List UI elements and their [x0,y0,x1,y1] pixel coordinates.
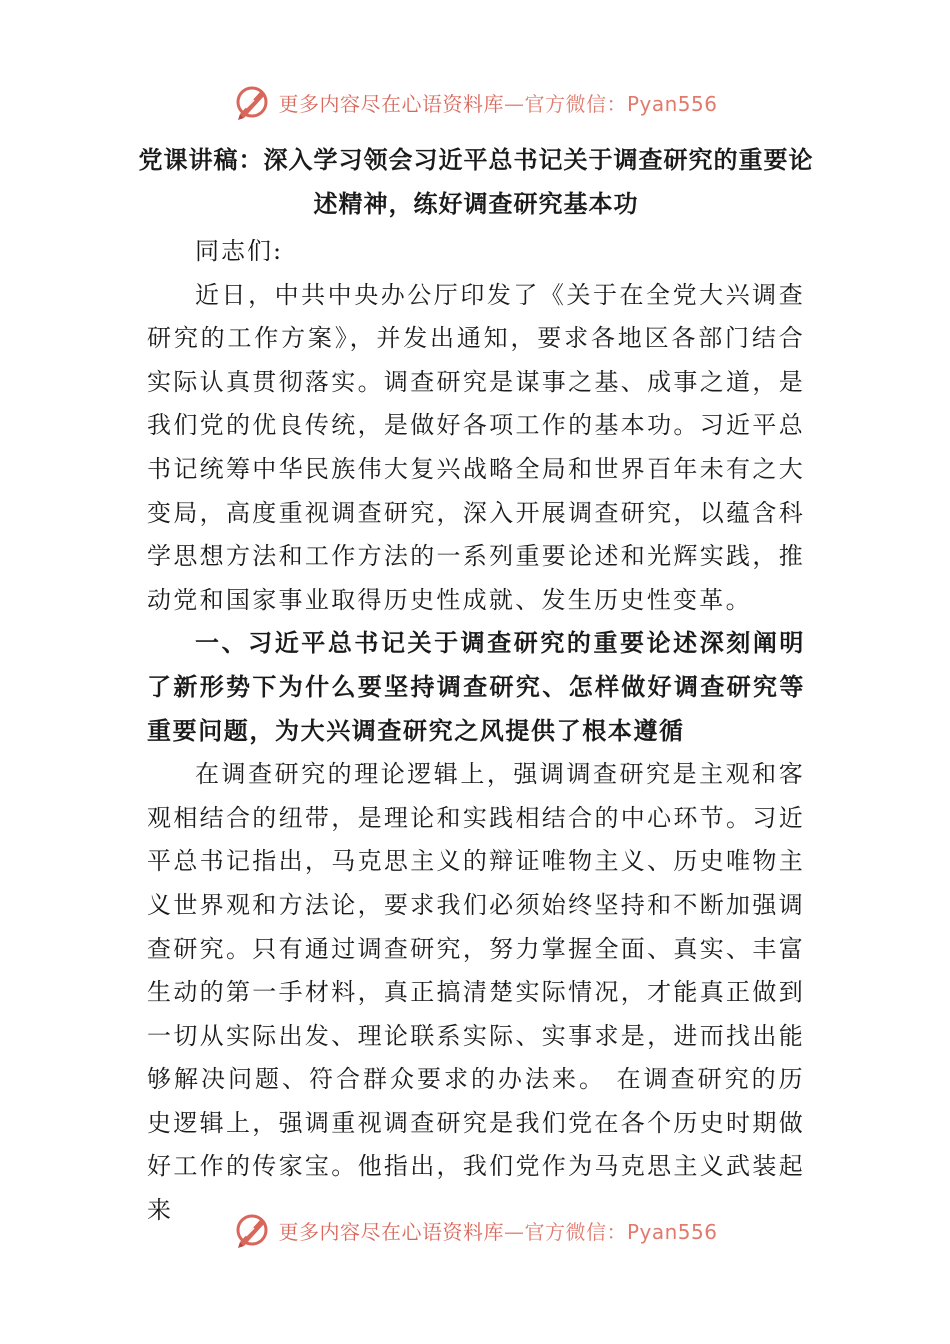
header-watermark-banner [0,80,950,124]
watermark-site-name: 更多内容尽在心语资料库 [278,1219,504,1244]
pen-logo-icon [232,1210,272,1250]
footer-watermark-banner [0,1208,950,1252]
section-heading-1: 一、习近平总书记关于调查研究的重要论述深刻阐明了新形势下为什么要坚持调查研究、怎样做好调查研究等重要问题，为大兴调查研究之风提供了根本遵循 [147,629,805,745]
watermark-text [278,1216,717,1245]
greeting: 同志们: [195,237,284,265]
watermark-contact: 官方微信：Pyan556 [524,1219,718,1244]
watermark-site-name: 更多内容尽在心语资料库 [278,91,504,116]
paragraph-intro: 近日，中共中央办公厅印发了《关于在全党大兴调查研究的工作方案》，并发出通知，要求各地区各部门结合实际认真贯彻落实。调查研究是谋事之基、成事之道，是我们党的优良传统，是做好各项工作的基本功。习近平总书记统筹中华民族伟大复兴战略全局和世界百年未有之大变局，高度重视调查研究，深入开展调查研究，以蕴含科学思想方法和工作方法的一系列重要论述和光辉实践，推动党和国家事业取得历史性成就、发生历史性变革。 [147,280,805,614]
watermark-contact: 官方微信：Pyan556 [524,91,718,116]
paragraph-section-1: 在调查研究的理论逻辑上，强调调查研究是主观和客观相结合的纽带，是理论和实践相结合的中心环节。习近平总书记指出，马克思主义的辩证唯物主义、历史唯物主义世界观和方法论，要求我们必须始终坚持和不断加强调查研究。只有通过调查研究，努力掌握全面、真实、丰富生动的第一手材料，真正搞清楚实际情况，才能真正做到一切从实际出发、理论联系实际、实事求是，进而找出能够解决问题、符合群众要求的办法来。 在调查研究的历史逻辑上，强调重视调查研究是我们党在各个历史时期做好工作的传家宝。他指出，我们党作为马克思主义武装起来 [147,760,805,1225]
watermark-dash: — [503,91,525,116]
document-title: 党课讲稿：深入学习领会习近平总书记关于调查研究的重要论述精神，练好调查研究基本功 [138,146,814,218]
pen-logo-icon [232,82,272,122]
watermark-dash: — [503,1219,525,1244]
document-body [138,138,814,1233]
watermark-text [278,88,717,117]
